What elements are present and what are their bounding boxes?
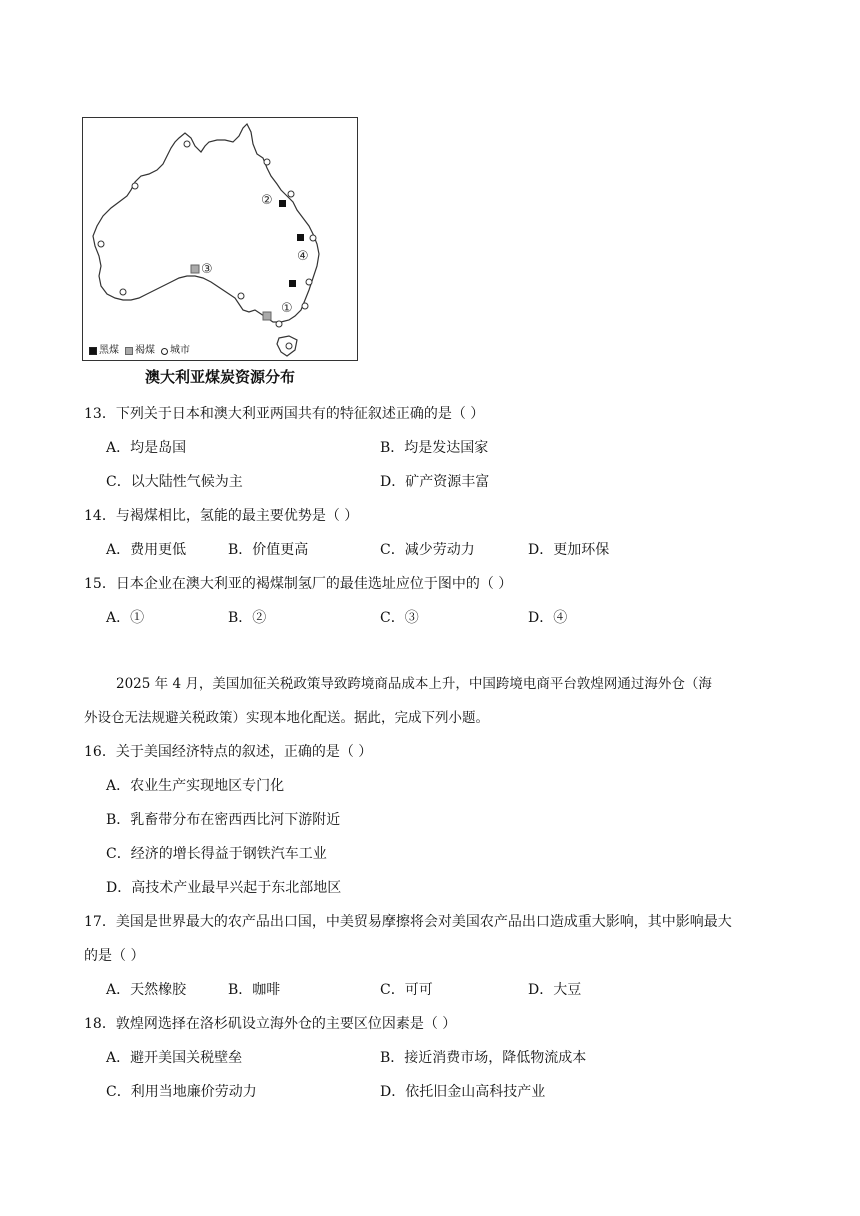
- brown-coal-marker: [191, 265, 199, 273]
- passage-line-1: 2025 年 4 月，美国加征关税政策导致跨境商品成本上升，中国跨境电商平台敦煌网通过海外仓（海: [116, 676, 712, 692]
- black-coal-marker: [289, 280, 296, 287]
- city-marker: [288, 191, 294, 197]
- city-marker: [306, 279, 312, 285]
- question-18-option-b: B．接近消费市场，降低物流成本: [380, 1050, 587, 1066]
- city-marker: [238, 293, 244, 299]
- city-marker: [264, 159, 270, 165]
- question-15-option-d: D．④: [528, 610, 568, 626]
- question-17-stem-line-1: 17．美国是世界最大的农产品出口国，中美贸易摩擦将会对美国农产品出口造成重大影响，其中影响最大: [84, 914, 732, 930]
- question-15-option-b: B．②: [228, 610, 267, 626]
- question-17-stem-line-2: 的是（ ）: [84, 948, 145, 964]
- map-caption: 澳大利亚煤炭资源分布: [144, 368, 295, 386]
- city-swatch: [161, 348, 168, 355]
- australia-coal-map: [82, 117, 358, 361]
- question-13-option-c: C．以大陆性气候为主: [106, 474, 243, 490]
- question-16-option-a: A．农业生产实现地区专门化: [106, 778, 285, 794]
- marker-3: ③: [201, 262, 213, 277]
- question-18-option-d: D．依托旧金山高科技产业: [380, 1084, 546, 1100]
- question-18-option-c: C．利用当地廉价劳动力: [106, 1084, 257, 1100]
- question-14-option-c: C．减少劳动力: [380, 542, 475, 558]
- question-13-option-b: B．均是发达国家: [380, 440, 489, 456]
- question-16-option-d: D．高技术产业最早兴起于东北部地区: [106, 880, 342, 896]
- question-15-option-a: A．①: [106, 610, 145, 626]
- city-marker: [184, 141, 190, 147]
- legend-city: 城市: [170, 345, 190, 356]
- marker-2: ②: [261, 193, 273, 208]
- legend-brown-coal: 褐煤: [135, 345, 155, 356]
- question-15-option-c: C．③: [380, 610, 419, 626]
- australia-coastline: [93, 124, 319, 322]
- marker-4: ④: [297, 249, 309, 264]
- question-17-option-c: C．可可: [380, 982, 433, 998]
- australia-outline-map: [83, 118, 357, 360]
- black-coal-marker: [297, 234, 304, 241]
- city-marker: [310, 235, 316, 241]
- question-17-option-b: B．咖啡: [228, 982, 281, 998]
- brown-coal-swatch: [125, 347, 133, 355]
- passage-line-2: 外设仓无法规避关税政策）实现本地化配送。据此，完成下列小题。: [84, 710, 489, 726]
- city-marker: [286, 343, 292, 349]
- question-18-stem: 18．敦煌网选择在洛杉矶设立海外仓的主要区位因素是（ ）: [84, 1016, 457, 1032]
- question-13-option-d: D．矿产资源丰富: [380, 474, 490, 490]
- question-17-option-d: D．大豆: [528, 982, 582, 998]
- marker-1: ①: [281, 301, 293, 316]
- city-marker: [302, 303, 308, 309]
- question-13-option-a: A．均是岛国: [106, 440, 187, 456]
- question-13-stem: 13．下列关于日本和澳大利亚两国共有的特征叙述正确的是（ ）: [84, 406, 485, 422]
- question-17-option-a: A．天然橡胶: [106, 982, 187, 998]
- question-16-option-c: C．经济的增长得益于钢铁汽车工业: [106, 846, 327, 862]
- legend-black-coal: 黑煤: [99, 345, 119, 356]
- question-15-stem: 15．日本企业在澳大利亚的褐煤制氢厂的最佳选址应位于图中的（ ）: [84, 576, 513, 592]
- black-coal-swatch: [89, 347, 97, 355]
- question-14-stem: 14．与褐煤相比，氢能的最主要优势是（ ）: [84, 508, 359, 524]
- question-14-option-d: D．更加环保: [528, 542, 610, 558]
- question-14-option-a: A．费用更低: [106, 542, 187, 558]
- brown-coal-marker: [263, 312, 271, 320]
- question-16-stem: 16．关于美国经济特点的叙述，正确的是（ ）: [84, 744, 373, 760]
- question-14-option-b: B．价值更高: [228, 542, 309, 558]
- city-marker: [132, 183, 138, 189]
- black-coal-marker: [279, 200, 286, 207]
- question-16-option-b: B．乳畜带分布在密西西比河下游附近: [106, 812, 341, 828]
- map-legend: [89, 345, 190, 357]
- city-marker: [276, 321, 282, 327]
- city-marker: [120, 289, 126, 295]
- city-marker: [98, 241, 104, 247]
- question-18-option-a: A．避开美国关税壁垒: [106, 1050, 243, 1066]
